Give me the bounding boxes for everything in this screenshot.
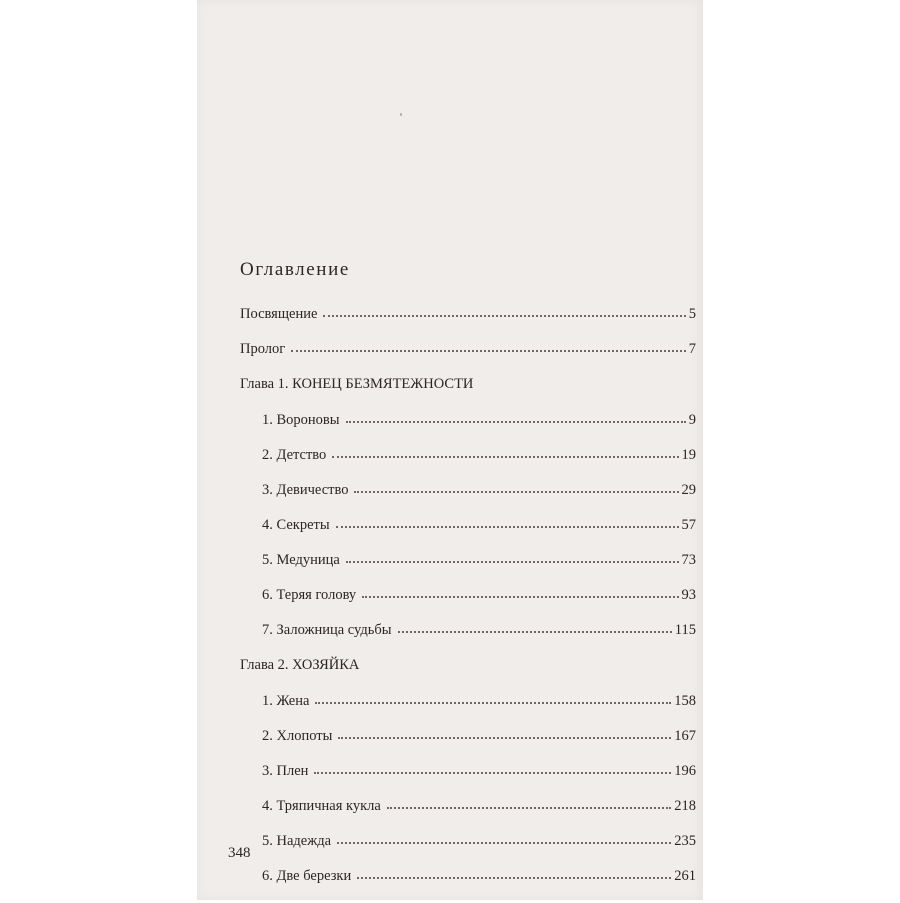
toc-entry bbox=[262, 763, 696, 780]
entry-page: 57 bbox=[681, 517, 696, 533]
entry-page: 29 bbox=[681, 482, 696, 498]
entry-label: 7. Заложница судьбы bbox=[262, 622, 392, 638]
dot-leader bbox=[387, 807, 671, 809]
toc-entry-prologue bbox=[240, 341, 696, 358]
dot-leader bbox=[337, 842, 671, 844]
toc-entry bbox=[262, 482, 696, 499]
chapter-heading-2: Глава 2. ХОЗЯЙКА bbox=[240, 657, 360, 673]
dot-leader bbox=[323, 315, 685, 317]
table-of-contents bbox=[240, 256, 696, 903]
entry-page: 93 bbox=[681, 587, 696, 603]
toc-entry bbox=[262, 798, 696, 815]
dot-leader bbox=[398, 631, 672, 633]
toc-entry bbox=[262, 517, 696, 534]
toc-entry bbox=[262, 447, 696, 464]
toc-entry bbox=[262, 587, 696, 604]
entry-label: Посвящение bbox=[240, 306, 318, 322]
entry-page: 158 bbox=[674, 693, 696, 709]
dot-leader bbox=[336, 526, 679, 528]
entry-label: 2. Хлопоты bbox=[262, 728, 333, 744]
entry-label: 3. Плен bbox=[262, 763, 309, 779]
dot-leader bbox=[291, 350, 686, 352]
entry-label: 6. Две березки bbox=[262, 868, 352, 884]
chapter-heading-1: Глава 1. КОНЕЦ БЕЗМЯТЕЖНОСТИ bbox=[240, 376, 474, 392]
entry-page: 167 bbox=[674, 728, 696, 744]
toc-entry bbox=[262, 868, 696, 885]
dot-leader bbox=[354, 491, 678, 493]
entry-page: 261 bbox=[674, 868, 696, 884]
paper-speck bbox=[400, 113, 402, 116]
dot-leader bbox=[314, 772, 671, 774]
dot-leader bbox=[357, 877, 671, 879]
entry-label: 5. Медуница bbox=[262, 552, 340, 568]
dot-leader bbox=[338, 737, 671, 739]
dot-leader bbox=[332, 456, 678, 458]
entry-label: 2. Детство bbox=[262, 447, 327, 463]
entry-label: 3. Девичество bbox=[262, 482, 349, 498]
entry-label: 1. Вороновы bbox=[262, 412, 340, 428]
entry-page: 19 bbox=[681, 447, 696, 463]
dot-leader bbox=[346, 421, 686, 423]
toc-entry bbox=[262, 412, 696, 429]
toc-title: Оглавление bbox=[240, 259, 350, 280]
dot-leader bbox=[346, 561, 679, 563]
entry-page: 196 bbox=[674, 763, 696, 779]
toc-entry-dedication bbox=[240, 306, 696, 323]
entry-page: 218 bbox=[674, 798, 696, 814]
entry-label: Пролог bbox=[240, 341, 286, 357]
entry-label: 4. Тряпичная кукла bbox=[262, 798, 381, 814]
entry-label: 5. Надежда bbox=[262, 833, 332, 849]
book-page bbox=[197, 0, 703, 900]
entry-page: 115 bbox=[674, 622, 696, 638]
entry-page: 235 bbox=[674, 833, 696, 849]
dot-leader bbox=[362, 596, 678, 598]
toc-entry bbox=[262, 833, 696, 850]
toc-entry bbox=[262, 693, 696, 710]
entry-label: 4. Секреты bbox=[262, 517, 330, 533]
toc-entry bbox=[262, 728, 696, 745]
entry-page: 73 bbox=[681, 552, 696, 568]
dot-leader bbox=[315, 702, 671, 704]
entry-page: 9 bbox=[688, 412, 696, 428]
entry-page: 7 bbox=[688, 341, 696, 357]
entry-label: 1. Жена bbox=[262, 693, 310, 709]
entry-page: 5 bbox=[688, 306, 696, 322]
toc-entry bbox=[262, 622, 696, 639]
page-number: 348 bbox=[228, 845, 251, 861]
entry-label: 6. Теряя голову bbox=[262, 587, 357, 603]
toc-entry bbox=[262, 552, 696, 569]
